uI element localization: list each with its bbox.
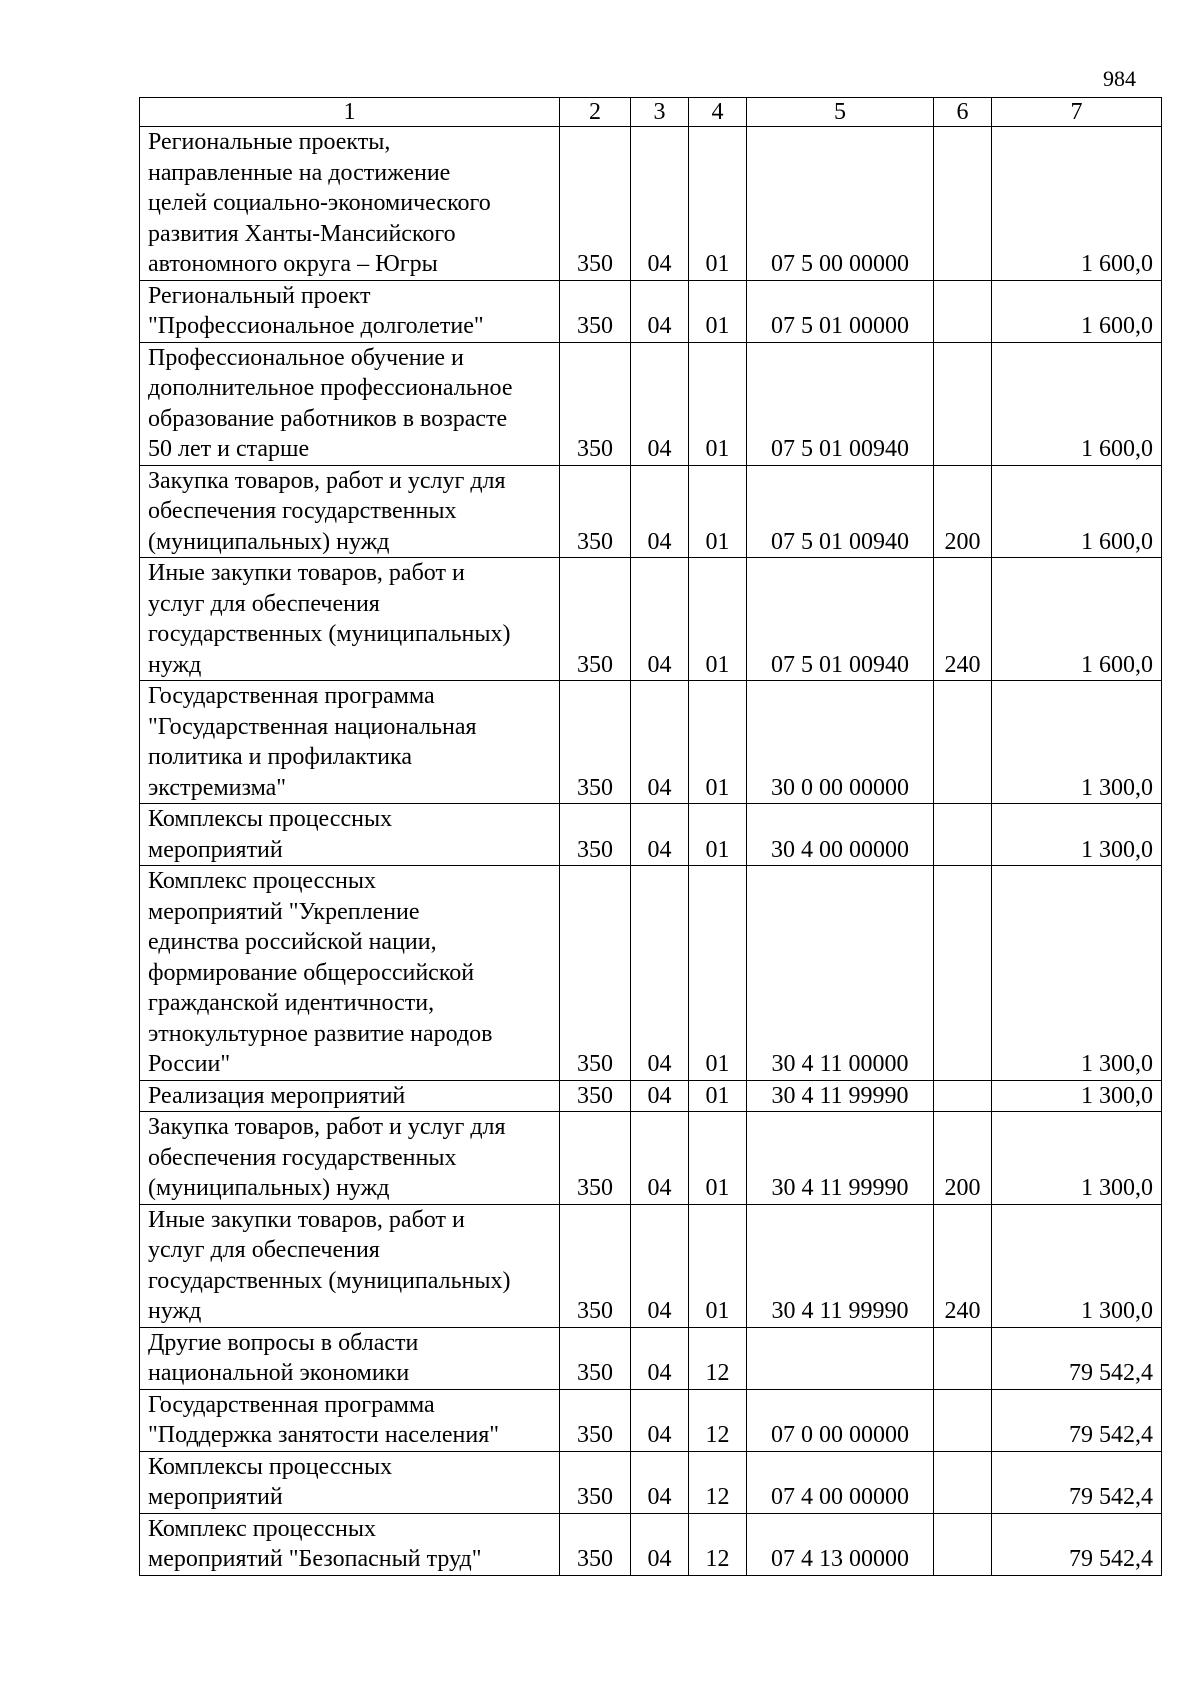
subsection-code-cell: 01 [689,1204,747,1327]
page-number: 984 [1103,66,1136,91]
expense-type-cell [934,681,992,804]
amount-cell: 1 300,0 [992,1204,1162,1327]
subsection-code-cell: 12 [689,1451,747,1513]
admin-code-cell: 350 [560,804,631,866]
target-article-cell: 30 4 11 99990 [747,1080,934,1112]
section-code-cell: 04 [631,558,689,681]
table-row [140,342,1162,465]
admin-code-cell: 350 [560,1204,631,1327]
expense-type-cell [934,1080,992,1112]
expense-type-cell [934,804,992,866]
amount-cell: 1 300,0 [992,866,1162,1081]
section-code-cell: 04 [631,1080,689,1112]
expense-type-cell [934,127,992,281]
target-article-cell: 30 4 11 99990 [747,1112,934,1205]
admin-code-cell: 350 [560,1112,631,1205]
header-cell-5: 5 [747,98,934,127]
row-name-cell: Региональные проекты, направленные на достижение целей социально-экономического развития Ханты-Мансийского автономного округа – Югры [140,127,560,281]
row-name-cell: Другие вопросы в области национальной экономики [140,1327,560,1389]
table-row [140,1389,1162,1451]
table-row [140,1451,1162,1513]
amount-cell: 79 542,4 [992,1327,1162,1389]
row-name-cell: Иные закупки товаров, работ и услуг для обеспечения государственных (муниципальных) нужд [140,1204,560,1327]
admin-code-cell: 350 [560,1513,631,1575]
target-article-cell: 07 4 00 00000 [747,1451,934,1513]
table-body [140,127,1162,1576]
header-row [140,98,1162,127]
expense-type-cell [934,280,992,342]
header-cell-7: 7 [992,98,1162,127]
section-code-cell: 04 [631,1327,689,1389]
amount-cell: 1 600,0 [992,558,1162,681]
expense-type-cell [934,1389,992,1451]
table-row [140,280,1162,342]
row-name-cell: Региональный проект "Профессиональное долголетие" [140,280,560,342]
row-name-cell: Комплексы процессных мероприятий [140,804,560,866]
row-name-cell: Комплекс процессных мероприятий "Укрепление единства российской нации, формирование общероссийской гражданской идентичности, этнокультурное развитие народов России" [140,866,560,1081]
target-article-cell: 07 5 01 00940 [747,342,934,465]
subsection-code-cell: 12 [689,1389,747,1451]
target-article-cell: 07 5 01 00940 [747,465,934,558]
table-row [140,1204,1162,1327]
admin-code-cell: 350 [560,1080,631,1112]
subsection-code-cell: 12 [689,1327,747,1389]
target-article-cell: 30 4 11 00000 [747,866,934,1081]
table-row [140,558,1162,681]
header-cell-4: 4 [689,98,747,127]
header-cell-3: 3 [631,98,689,127]
table-row [140,804,1162,866]
admin-code-cell: 350 [560,1451,631,1513]
amount-cell: 79 542,4 [992,1451,1162,1513]
expense-type-cell [934,1451,992,1513]
table-row [140,681,1162,804]
expense-type-cell: 200 [934,465,992,558]
admin-code-cell: 350 [560,465,631,558]
expense-type-cell: 200 [934,1112,992,1205]
target-article-cell: 07 0 00 00000 [747,1389,934,1451]
target-article-cell: 07 5 01 00940 [747,558,934,681]
amount-cell: 79 542,4 [992,1513,1162,1575]
admin-code-cell: 350 [560,558,631,681]
subsection-code-cell: 01 [689,681,747,804]
row-name-cell: Иные закупки товаров, работ и услуг для обеспечения государственных (муниципальных) нужд [140,558,560,681]
subsection-code-cell: 01 [689,1112,747,1205]
target-article-cell: 07 5 01 00000 [747,280,934,342]
section-code-cell: 04 [631,342,689,465]
subsection-code-cell: 01 [689,342,747,465]
table-row [140,1080,1162,1112]
admin-code-cell: 350 [560,866,631,1081]
target-article-cell: 30 4 11 99990 [747,1204,934,1327]
amount-cell: 1 600,0 [992,127,1162,281]
table-row [140,465,1162,558]
expense-type-cell [934,342,992,465]
budget-table [139,97,1162,1576]
target-article-cell: 07 5 00 00000 [747,127,934,281]
subsection-code-cell: 01 [689,280,747,342]
section-code-cell: 04 [631,1204,689,1327]
row-name-cell: Профессиональное обучение и дополнительное профессиональное образование работников в возрасте 50 лет и старше [140,342,560,465]
amount-cell: 1 300,0 [992,1112,1162,1205]
row-name-cell: Реализация мероприятий [140,1080,560,1112]
subsection-code-cell: 01 [689,866,747,1081]
amount-cell: 1 600,0 [992,342,1162,465]
section-code-cell: 04 [631,1513,689,1575]
section-code-cell: 04 [631,866,689,1081]
amount-cell: 1 300,0 [992,804,1162,866]
table-header [140,98,1162,127]
expense-type-cell [934,866,992,1081]
amount-cell: 1 300,0 [992,681,1162,804]
section-code-cell: 04 [631,1389,689,1451]
subsection-code-cell: 01 [689,1080,747,1112]
section-code-cell: 04 [631,280,689,342]
amount-cell: 1 600,0 [992,280,1162,342]
row-name-cell: Закупка товаров, работ и услуг для обеспечения государственных (муниципальных) нужд [140,1112,560,1205]
section-code-cell: 04 [631,1451,689,1513]
subsection-code-cell: 01 [689,804,747,866]
subsection-code-cell: 12 [689,1513,747,1575]
table-row [140,1112,1162,1205]
subsection-code-cell: 01 [689,127,747,281]
admin-code-cell: 350 [560,681,631,804]
target-article-cell: 30 4 00 00000 [747,804,934,866]
row-name-cell: Государственная программа "Государственная национальная политика и профилактика экстремизма" [140,681,560,804]
header-cell-1: 1 [140,98,560,127]
amount-cell: 79 542,4 [992,1389,1162,1451]
amount-cell: 1 600,0 [992,465,1162,558]
admin-code-cell: 350 [560,1327,631,1389]
target-article-cell: 30 0 00 00000 [747,681,934,804]
expense-type-cell: 240 [934,558,992,681]
row-name-cell: Закупка товаров, работ и услуг для обеспечения государственных (муниципальных) нужд [140,465,560,558]
table-row [140,1327,1162,1389]
admin-code-cell: 350 [560,127,631,281]
target-article-cell: 07 4 13 00000 [747,1513,934,1575]
table-row [140,1513,1162,1575]
admin-code-cell: 350 [560,280,631,342]
header-cell-6: 6 [934,98,992,127]
admin-code-cell: 350 [560,342,631,465]
section-code-cell: 04 [631,804,689,866]
row-name-cell: Государственная программа "Поддержка занятости населения" [140,1389,560,1451]
row-name-cell: Комплексы процессных мероприятий [140,1451,560,1513]
table-row [140,866,1162,1081]
table-row [140,127,1162,281]
section-code-cell: 04 [631,1112,689,1205]
expense-type-cell: 240 [934,1204,992,1327]
admin-code-cell: 350 [560,1389,631,1451]
expense-type-cell [934,1327,992,1389]
subsection-code-cell: 01 [689,465,747,558]
section-code-cell: 04 [631,465,689,558]
amount-cell: 1 300,0 [992,1080,1162,1112]
row-name-cell: Комплекс процессных мероприятий "Безопасный труд" [140,1513,560,1575]
header-cell-2: 2 [560,98,631,127]
section-code-cell: 04 [631,127,689,281]
section-code-cell: 04 [631,681,689,804]
expense-type-cell [934,1513,992,1575]
subsection-code-cell: 01 [689,558,747,681]
target-article-cell [747,1327,934,1389]
